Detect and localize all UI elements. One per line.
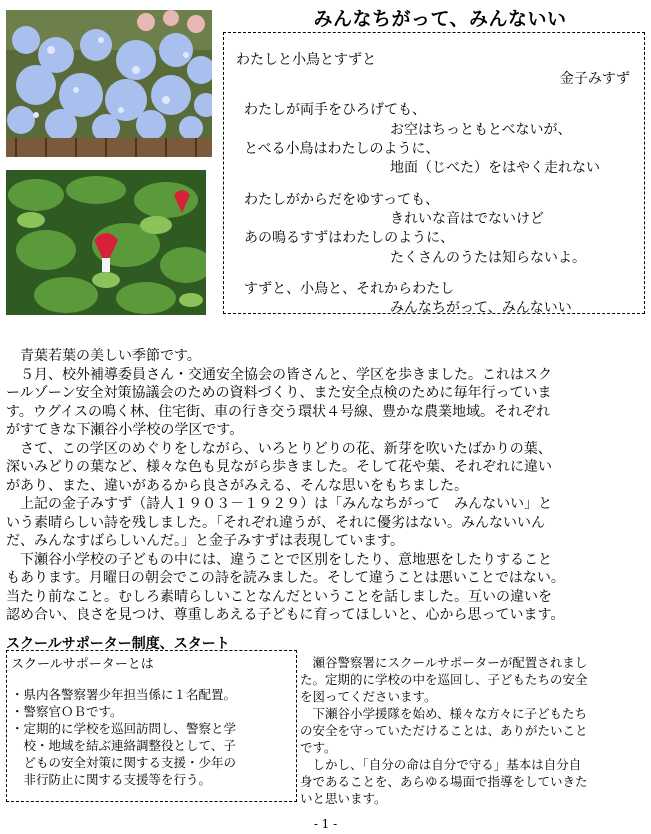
supporter-box-line: ・県内各警察署少年担当係に１名配置。	[11, 687, 237, 702]
body-line: ５月、校外補導委員さん・交通安全協会の皆さんと、学区を歩きました。これはスク	[6, 367, 552, 383]
supporter-text-line: しかし、「自分の命は自分で守る」基本は自分自	[300, 757, 582, 772]
poem-line: わたしがからだをゆすっても、	[244, 192, 440, 208]
supporter-box-line: どもの安全対策に関する支援・少年の	[11, 755, 237, 770]
supporter-box-title: スクールサポーターとは	[11, 657, 154, 672]
poem-line: 地面（じべた）をはやく走れない	[390, 160, 600, 176]
supporter-text-line: 下瀬谷小学援隊を始め、様々な方々に子どもたち	[300, 706, 588, 721]
body-line: 深いみどりの葉など、様々な色も見ながら歩きました。そして花や葉、それぞれに違い	[6, 459, 552, 475]
supporter-text-line: です。	[300, 740, 337, 755]
supporter-text-line: の安全を守っていただけることは、ありがたいこと	[300, 723, 588, 738]
poem-line: わたしが両手をひろげても、	[244, 102, 426, 118]
supporter-box-line: 非行防止に関する支援等を行う。	[11, 772, 212, 787]
poem-line: たくさんのうたは知らないよ。	[390, 250, 586, 266]
body-line: 下瀬谷小学校の子どもの中には、違うことで区別をしたり、意地悪をしたりすること	[6, 552, 552, 568]
poem-box	[223, 32, 645, 314]
supporter-text-line: 瀬谷警察署にスクールサポーターが配置されまし	[300, 655, 588, 670]
section-title: スクールサポーター制度、スタート	[6, 636, 230, 652]
bleeding-heart-photo	[6, 170, 206, 315]
body-line: 青葉若葉の美しい季節です。	[6, 348, 201, 364]
body-line: 認め合い、良さを見つけ、尊重しあえる子どもに育ってほしいと、心から思っています。	[6, 607, 565, 623]
body-line: 上記の金子みすず（詩人１９０３－１９２９）は「みんなちがって みんないい」と	[6, 496, 553, 512]
poem-line: みんなちがって、みんないい	[390, 300, 572, 316]
supporter-box-line: ・定期的に学校を巡回訪問し、警察と学	[11, 721, 237, 736]
supporter-text-line: た。定期的に学校の中を巡回し、子どもたちの安全	[300, 672, 588, 687]
body-line: 当たり前なこと。むしろ素晴らしいことなんだということを話しました。互いの違いを	[6, 589, 552, 605]
poem-author: 金子みすず	[559, 71, 630, 87]
body-line: もあります。月曜日の朝会でこの詩を読みました。そして違うことは悪いことではない。	[6, 570, 565, 586]
page-number: - 1 -	[313, 817, 338, 831]
supporter-text-line: 身であることを、あらゆる場面で指導をしていきた	[300, 774, 588, 789]
body-line: さて、この学区のめぐりをしながら、いろとりどりの花、新芽を吹いたばかりの葉、	[6, 441, 552, 457]
poem-line: とべる小鳥はわたしのように、	[244, 141, 440, 157]
body-line: す。ウグイスの鳴く林、住宅街、車の行き交う環状４号線、豊かな農業地域。それぞれ	[6, 404, 551, 420]
supporter-text-line: いと思います。	[300, 791, 387, 806]
supporter-info-box	[6, 650, 297, 802]
body-line: だ、みんなすばらしいんだ。」と金子みすずは表現しています。	[6, 533, 405, 549]
supporter-text-line: を図ってくださいます。	[300, 689, 437, 704]
supporter-box-line: ・警察官ＯＢです。	[11, 704, 123, 719]
body-line: があり、また、違いがあるから良さがみえる、そんな思いをもちました。	[6, 478, 468, 494]
body-line: がすてきな下瀬谷小学校の学区です。	[6, 422, 244, 438]
poem-line: きれいな音はでないけど	[390, 211, 544, 227]
poem-line: すずと、小鳥と、それからわたし	[244, 281, 455, 297]
poem-title: みんなちがって、みんないい	[313, 8, 567, 30]
poem-line: あの鳴るすずはわたしのように、	[244, 230, 455, 246]
body-line: ールゾーン安全対策協議会のための資料づくり、また安全点検のために毎年行っていま	[6, 385, 552, 401]
poem-line: お空はちっともとべないが、	[390, 122, 572, 138]
body-line: いう素晴らしい詩を残しました。「それぞれ違うが、それに優劣はない。みんないいん	[6, 515, 545, 531]
supporter-box-line: 校・地域を結ぶ連絡調整役として、子	[11, 738, 236, 753]
poem-heading: わたしと小鳥とすずと	[236, 52, 377, 68]
flower-bed-photo	[6, 10, 212, 157]
